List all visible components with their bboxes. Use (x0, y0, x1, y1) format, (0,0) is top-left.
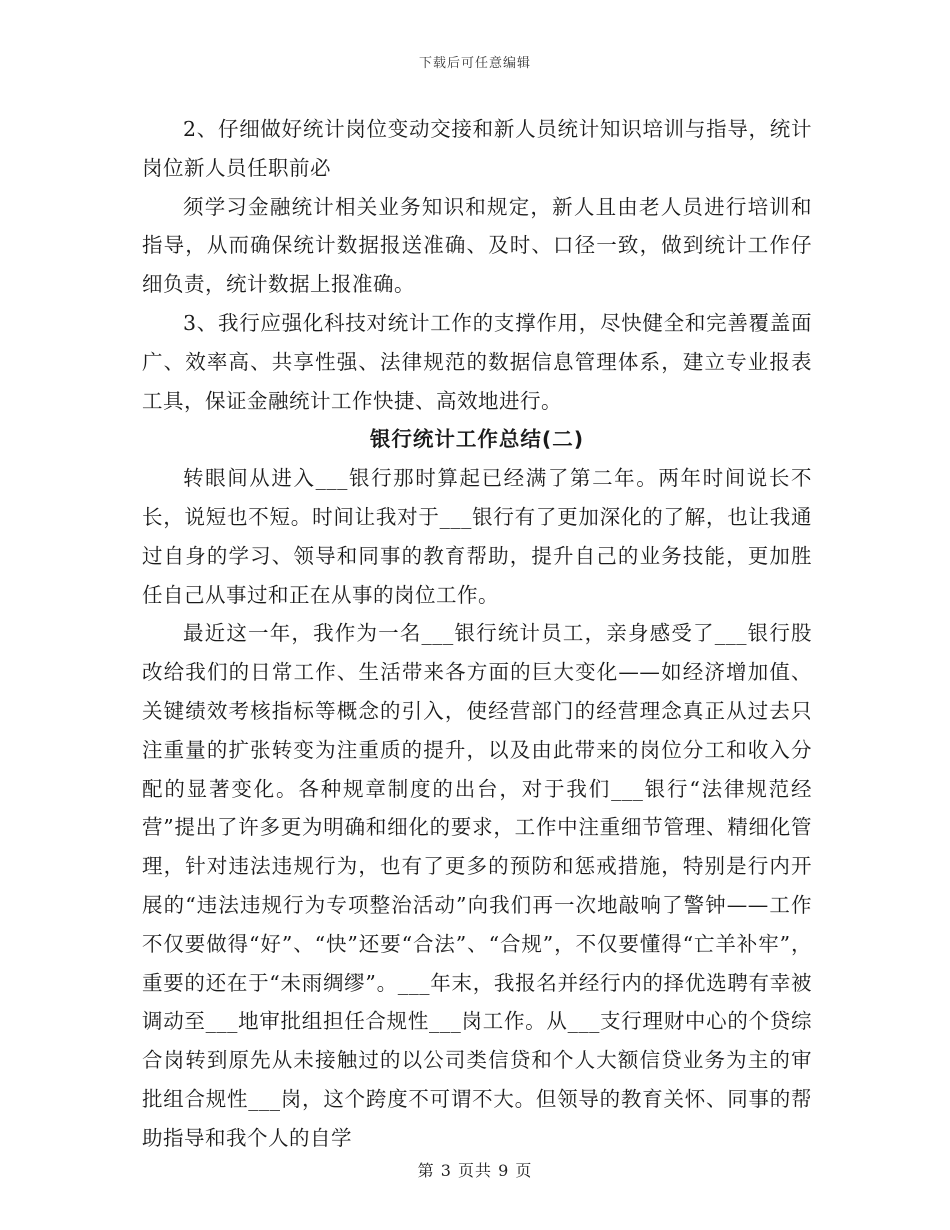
paragraph-intro: 转眼间从进入___银行那时算起已经满了第二年。两年时间说长不长，说短也不短。时间让我对于___银行有了更加深化的了解，也让我通过自身的学习、领导和同事的教育帮助，提升自己的业务技能，更加胜任自己从事过和正在从事的岗位工作。 (142, 466, 812, 607)
paragraph-main: 最近这一年，我作为一名___银行统计员工，亲身感受了___银行股改给我们的日常工作、生活带来各方面的巨大变化——如经济增加值、关键绩效考核指标等概念的引入，使经营部门的经营理念真正从过去只注重量的扩张转变为注重质的提升，以及由此带来的岗位分工和收入分配的显著变化。各种规章制度的出台，对于我们___银行“法律规范经营”提出了许多更为明确和细化的要求，工作中注重细节管理、精细化管理，针对违法违规行为，也有了更多的预防和惩戒措施，特别是行内开展的“违法违规行为专项整治活动”向我们再一次地敲响了警钟——工作不仅要做得“好”、“快”还要“合法”、“合规”，不仅要懂得“亡羊补牢”，重要的还在于“未雨绸缪”。___年末，我报名并经行内的择优选聘有幸被调动至___地审批组担任合规性___岗工作。从___支行理财中心的个贷综合岗转到原先从未接触过的以公司类信贷和个人大额信贷业务为主的审批组合规性___岗，这个跨度不可谓不大。但领导的教育关怀、同事的帮助指导和我个人的自学 (142, 621, 812, 1150)
document-body (142, 110, 812, 1158)
page-header: 下载后可任意编辑 (418, 56, 531, 71)
section-heading: 银行统计工作总结(二) (369, 427, 585, 452)
paragraph-item-3: 3、我行应强化科技对统计工作的支撑作用，尽快健全和完善覆盖面广、效率高、共享性强、法律规范的数据信息管理体系，建立专业报表工具，保证金融统计工作快捷、高效地进行。 (142, 310, 812, 413)
paragraph-item-2: 2、仔细做好统计岗位变动交接和新人员统计知识培训与指导，统计岗位新人员任职前必 (142, 117, 812, 180)
paragraph-item-2-continued: 须学习金融统计相关业务知识和规定，新人且由老人员进行培训和指导，从而确保统计数据报送准确、及时、口径一致，做到统计工作仔细负责，统计数据上报准确。 (142, 194, 812, 297)
page-footer: 第 3 页共 9 页 (417, 1161, 533, 1180)
